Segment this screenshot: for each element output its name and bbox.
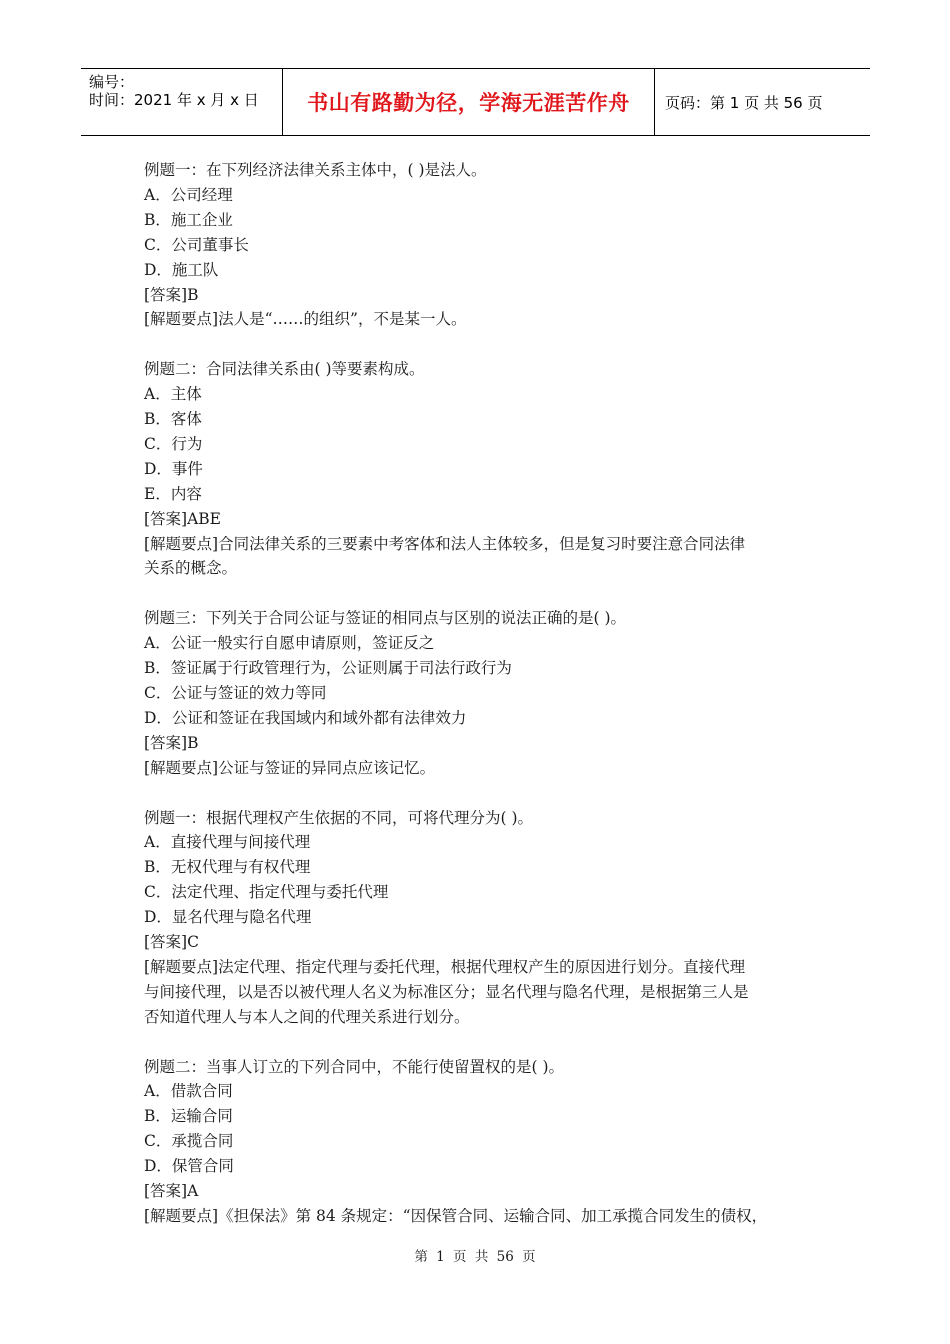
answer-option: B．施工企业	[144, 210, 233, 229]
answer-option: B．无权代理与有权代理	[144, 858, 311, 877]
answer-option: D．公证和签证在我国域内和域外都有法律效力	[144, 708, 467, 727]
answer-key: [答案]B	[144, 285, 199, 304]
answer-key: [答案]C	[144, 933, 199, 952]
answer-option: B．签证属于行政管理行为，公证则属于司法行政行为	[144, 659, 512, 678]
answer-option: A．直接代理与间接代理	[144, 833, 311, 852]
answer-option: C．公司董事长	[144, 235, 249, 254]
question-block	[144, 1055, 810, 1229]
answer-option: A．公证一般实行自愿申请原则，签证反之	[144, 634, 435, 653]
answer-option: C．行为	[144, 434, 203, 453]
explanation-line: 否知道代理人与本人之间的代理关系进行划分。	[144, 1007, 470, 1026]
answer-option: D．事件	[144, 459, 203, 478]
question-stem: 例题二：合同法律关系由( )等要素构成。	[144, 360, 425, 379]
answer-key: [答案]B	[144, 733, 199, 752]
answer-key: [答案]ABE	[144, 509, 221, 528]
answer-option: B．运输合同	[144, 1107, 233, 1126]
explanation-line: [解题要点]法定代理、指定代理与委托代理，根据代理权产生的原因进行划分。直接代理	[144, 957, 746, 976]
explanation-line: [解题要点]公证与签证的异同点应该记忆。	[144, 758, 436, 777]
time-label: 时间：2021 年 x 月 x 日	[89, 91, 259, 109]
answer-key: [答案]A	[144, 1182, 199, 1201]
question-block	[144, 158, 810, 332]
question-block	[144, 806, 810, 1030]
answer-option: D．施工队	[144, 260, 219, 279]
answer-option: E．内容	[144, 484, 202, 503]
question-block	[144, 357, 810, 581]
question-block	[144, 606, 810, 780]
answer-option: D．保管合同	[144, 1157, 234, 1176]
document-body	[144, 158, 810, 1254]
explanation-line: [解题要点]合同法律关系的三要素中考客体和法人主体较多，但是复习时要注意合同法律	[144, 534, 746, 553]
explanation-line: 关系的概念。	[144, 559, 238, 578]
header-meta	[81, 69, 283, 135]
serial-label: 编号：	[89, 73, 135, 91]
answer-option: C．公证与签证的效力等同	[144, 684, 327, 702]
question-stem: 例题一：根据代理权产生依据的不同，可将代理分为( )。	[144, 808, 534, 827]
question-stem: 例题一：在下列经济法律关系主体中，( )是法人。	[144, 161, 487, 179]
explanation-line: [解题要点]法人是“……的组织”，不是某一人。	[144, 310, 467, 329]
answer-option: B．客体	[144, 410, 202, 429]
answer-option: D．显名代理与隐名代理	[144, 908, 312, 927]
question-stem: 例题二：当事人订立的下列合同中，不能行使留置权的是( )。	[144, 1057, 565, 1076]
answer-option: A．公司经理	[144, 185, 233, 204]
answer-option: C．法定代理、指定代理与委托代理	[144, 883, 389, 902]
answer-option: A．借款合同	[144, 1082, 233, 1101]
page-footer: 第 1 页 共 56 页	[414, 1249, 536, 1265]
answer-option: C．承揽合同	[144, 1132, 234, 1151]
question-stem: 例题三：下列关于合同公证与签证的相同点与区别的说法正确的是( )。	[144, 609, 627, 628]
header-motto: 书山有路勤为径，学海无涯苦作舟	[283, 69, 655, 135]
page-header	[81, 68, 870, 136]
explanation-line: 与间接代理，以是否以被代理人名义为标准区分；显名代理与隐名代理，是根据第三人是	[144, 982, 749, 1001]
header-page-info: 页码：第 1 页 共 56 页	[665, 93, 823, 112]
answer-option: A．主体	[144, 385, 202, 404]
explanation-line: [解题要点]《担保法》第 84 条规定：“因保管合同、运输合同、加工承揽合同发生的债权，	[144, 1207, 768, 1225]
